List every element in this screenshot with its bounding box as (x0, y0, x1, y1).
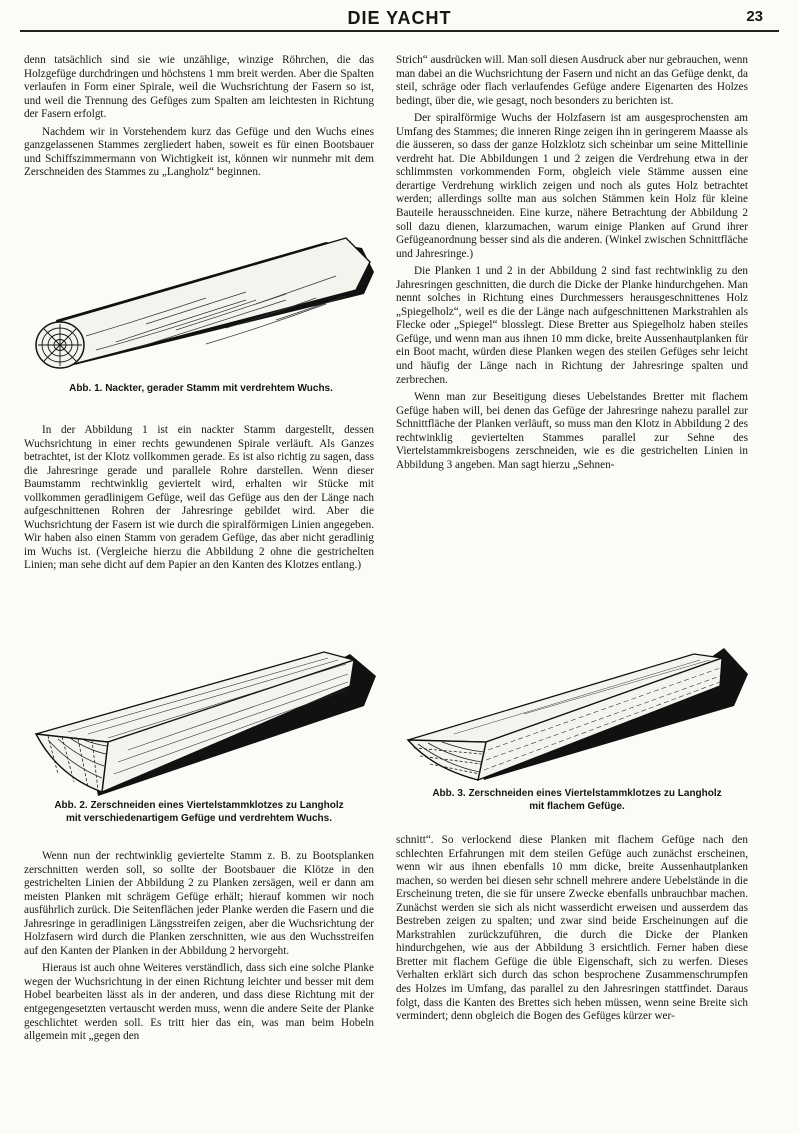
right-column-top (396, 54, 748, 472)
figure-3-flat-grain-illustration (404, 644, 750, 784)
caption-line: Abb. 3. Zerschneiden eines Viertelstammklotzes zu Langholz (432, 788, 722, 799)
left-column-top (24, 54, 374, 180)
left-column-bottom (24, 850, 374, 1044)
caption-line: mit flachem Gefüge. (529, 800, 625, 812)
figure-1-log-illustration (26, 232, 376, 374)
page-number: 23 (746, 8, 763, 25)
figure-2-quarter-log-illustration (28, 646, 378, 796)
paragraph: Die Planken 1 und 2 in der Abbildung 2 sind fast rechtwinklig zu den Jahresringen geschnitten, die durch die Dicke der Planke hindurchgehen. Man nennt solches in Richtung eines Durchmessers herausgeschnittenes Holz „Spiegelholz“, weil es die der Länge nach aufgeschnittenen Markstrahlen als Flecke oder „Spiegel“ blosslegt. Diese Bretter aus Spiegelholz haben steiles Gefüge, und wenn man aus ihnen 10 mm dicke, breite Aussenhautplanken für ein Boot macht, würden diese Planken wegen des steilen Gefüges sehr leicht und häufig der Länge nach in Richtung der Jahresringe spalten und zerbrechen. (396, 265, 748, 386)
figure-2-caption (24, 800, 374, 825)
caption-line: mit verschiedenartigem Gefüge und verdrehtem Wuchs. (66, 812, 332, 824)
paragraph: Wenn man zur Beseitigung dieses Uebelstandes Bretter mit flachem Gefüge haben will, bei denen das Gefüge der Jahresringe nahezu parallel zur Schnittfläche der Planken verläuft, so muss man den Klotz in Abbildung 2 des rechtwinklig geviertelten Stammes parallel zur Sehne des Viertelstammkreisbogens zerschneiden, wie es die gestrichelten Linien in Abbildung 3 angeben. Man sagt hierzu „Sehnen- (396, 391, 748, 471)
paragraph: Wenn nun der rechtwinklig geviertelte Stamm z. B. zu Bootsplanken zerschnitten werden soll, so sollte der Bootsbauer die Klötze in den gestrichelten Linien der Abbildung 2 zu Planken zersägen, weil er dann am meisten Planken mit schrägem Gefüge erhält; hierauf kommen wir noch ausführlich zurück. Die Seitenflächen jeder Planke werden die Fasern und die Jahresringe in geradlinigen Längsstreifen zeigen, aber die Wuchsrichtung der Holzfasern wird durch die Planken zerschnitten, wie aus den Wuchsstreifen auf den Kanten der Planken in der Abbildung 2 hervorgeht. (24, 850, 374, 957)
header-rule (20, 30, 779, 32)
figure-1-caption: Abb. 1. Nackter, gerader Stamm mit verdrehtem Wuchs. (69, 383, 333, 394)
caption-line: Abb. 2. Zerschneiden eines Viertelstammklotzes zu Langholz (54, 800, 344, 811)
running-head-title: DIE YACHT (347, 8, 452, 28)
paragraph: Strich“ ausdrücken will. Man soll diesen Ausdruck aber nur gebrauchen, wenn man dabei an die Wuchsrichtung der Fasern und nicht an das Gefüge denkt, da steil, schräge oder flach verlaufendes Gefüge andere Eigenarten des Holzes bedingt, über die, wie gesagt, noch besonders zu berichten ist. (396, 54, 748, 107)
paragraph: denn tatsächlich sind sie wie unzählige, winzige Röhrchen, die das Holzgefüge durchdringen und höchstens 1 mm breit werden. Aber die Spalten verlaufen in Form einer Spirale, weil die Wuchsrichtung der Fasern so ist, und weil die Trennung des Gefüges zum Spalten am leichtesten in Richtung der Fasern erfolgt. (24, 54, 374, 121)
paragraph: Hieraus ist auch ohne Weiteres verständlich, dass sich eine solche Planke wegen der Wuchsrichtung in der einen Richtung leichter und besser mit dem Hobel bearbeiten lässt als in der anderen, und dass diese Richtung mit der entgegengesetzten vertauscht werden muss, wenn die andere Seite der Planke geschlichtet werden soll. Es tritt hier das ein, was man beim Hobeln allgemein mit „gegen den (24, 962, 374, 1043)
figure-3-caption (404, 788, 750, 813)
paragraph: schnitt“. So verlockend diese Planken mit flachem Gefüge nach den schlechten Erfahrungen mit dem steilen Gefüge auch zunächst erscheinen, wenn wir aus ihnen ebenfalls 10 mm dicke, breite Aussenhautplanken machen, so werden bei diesen sehr schnell mehrere andere Uebelstände in die Erscheinung treten, die sie für unsere Zwecke ebenfalls unbrauchbar machen. Zunächst werden sie sich als nicht wasserdicht erweisen und ausserdem das Bestreben zeigen zu spalten; und zwar sind beide Erscheinungen auf die Markstrahlen zurückzuführen, die durch die Dicke der Planken hindurchgehen, wie aus der Abbildung 3 ersichtlich. Ferner haben diese Bretter mit flachem Gefüge die üble Eigenschaft, sich zu werfen. Dieses Verhalten erklärt sich durch das schon besprochene Zusammenschrumpfen des Holzes im Umfang, das parallel zu den Jahresringen stattfindet. Daraus folgt, dass die Kanten des Brettes sich heben müssen, wenn seine Breite sich vermindert; denn obgleich die Bogen des Gefüges kürzer wer- (396, 834, 748, 1023)
paragraph: In der Abbildung 1 ist ein nackter Stamm dargestellt, dessen Wuchsrichtung in einer rechts gewundenen Spirale verläuft. Als Ganzes betrachtet, ist der Klotz vollkommen gerade. Es ist also richtig zu sagen, dass die Jahresringe gerade und parallele Rohre darstellen. Wenn dieser Baumstamm rechtwinklig geviertelt wird, erhalten wir Stücke mit vollkommen geradlinigem Gefüge, weil das Gefüge aus den der Länge nach aufgeschnittenen Rohren der Jahresringe gebildet wird. Aber die Wuchsrichtung der Fasern ist wie durch die spiralförmigen Linien angegeben. Wir haben also einen Stamm von geradem Gefüge, das aber nicht geradlinig im Wuchs ist. (Vergleiche hierzu die Abbildung 2 ohne die gestrichelten Linien; man sehe dicht auf dem Papier an den Kanten des Klotzes entlang.) (24, 424, 374, 572)
paragraph: Nachdem wir in Vorstehendem kurz das Gefüge und den Wuchs eines ganzgelassenen Stammes zergliedert haben, soweit es für einen Bootsbauer und Schiffszimmermann von Wichtigkeit ist, können wir nunmehr mit dem Zerschneiden des Stammes zu „Langholz“ beginnen. (24, 125, 374, 179)
paragraph: Der spiralförmige Wuchs der Holzfasern ist am ausgesprochensten am Umfang des Stammes; die inneren Ringe zeigen ihn in geringerem Maasse als die äusseren, so dass der ganze Holzklotz sich scheinbar um seine Mittellinie verdreht hat. Die Abbildungen 1 und 2 zeigen die Verdrehung etwa in der schlimmsten vorkommenden Form, obgleich viele Stämme aussen eine derartige Verdrehung wirklich zeigen und noch als gutes Holz betrachtet werden; allerdings sollte man aus solchen Stämmen kein Holz für kleine Bauteile herausschneiden. Eine kurze, nähere Betrachtung der Abbildung 2 soll dazu dienen, klarzumachen, warum einige Planken auf Grund ihrer Gefügeanordnung besser sind als die anderen. (Winkel zwischen Schnittfläche und Jahresringe.) (396, 112, 748, 260)
left-column-middle (24, 424, 374, 573)
right-column-bottom (396, 834, 748, 1024)
